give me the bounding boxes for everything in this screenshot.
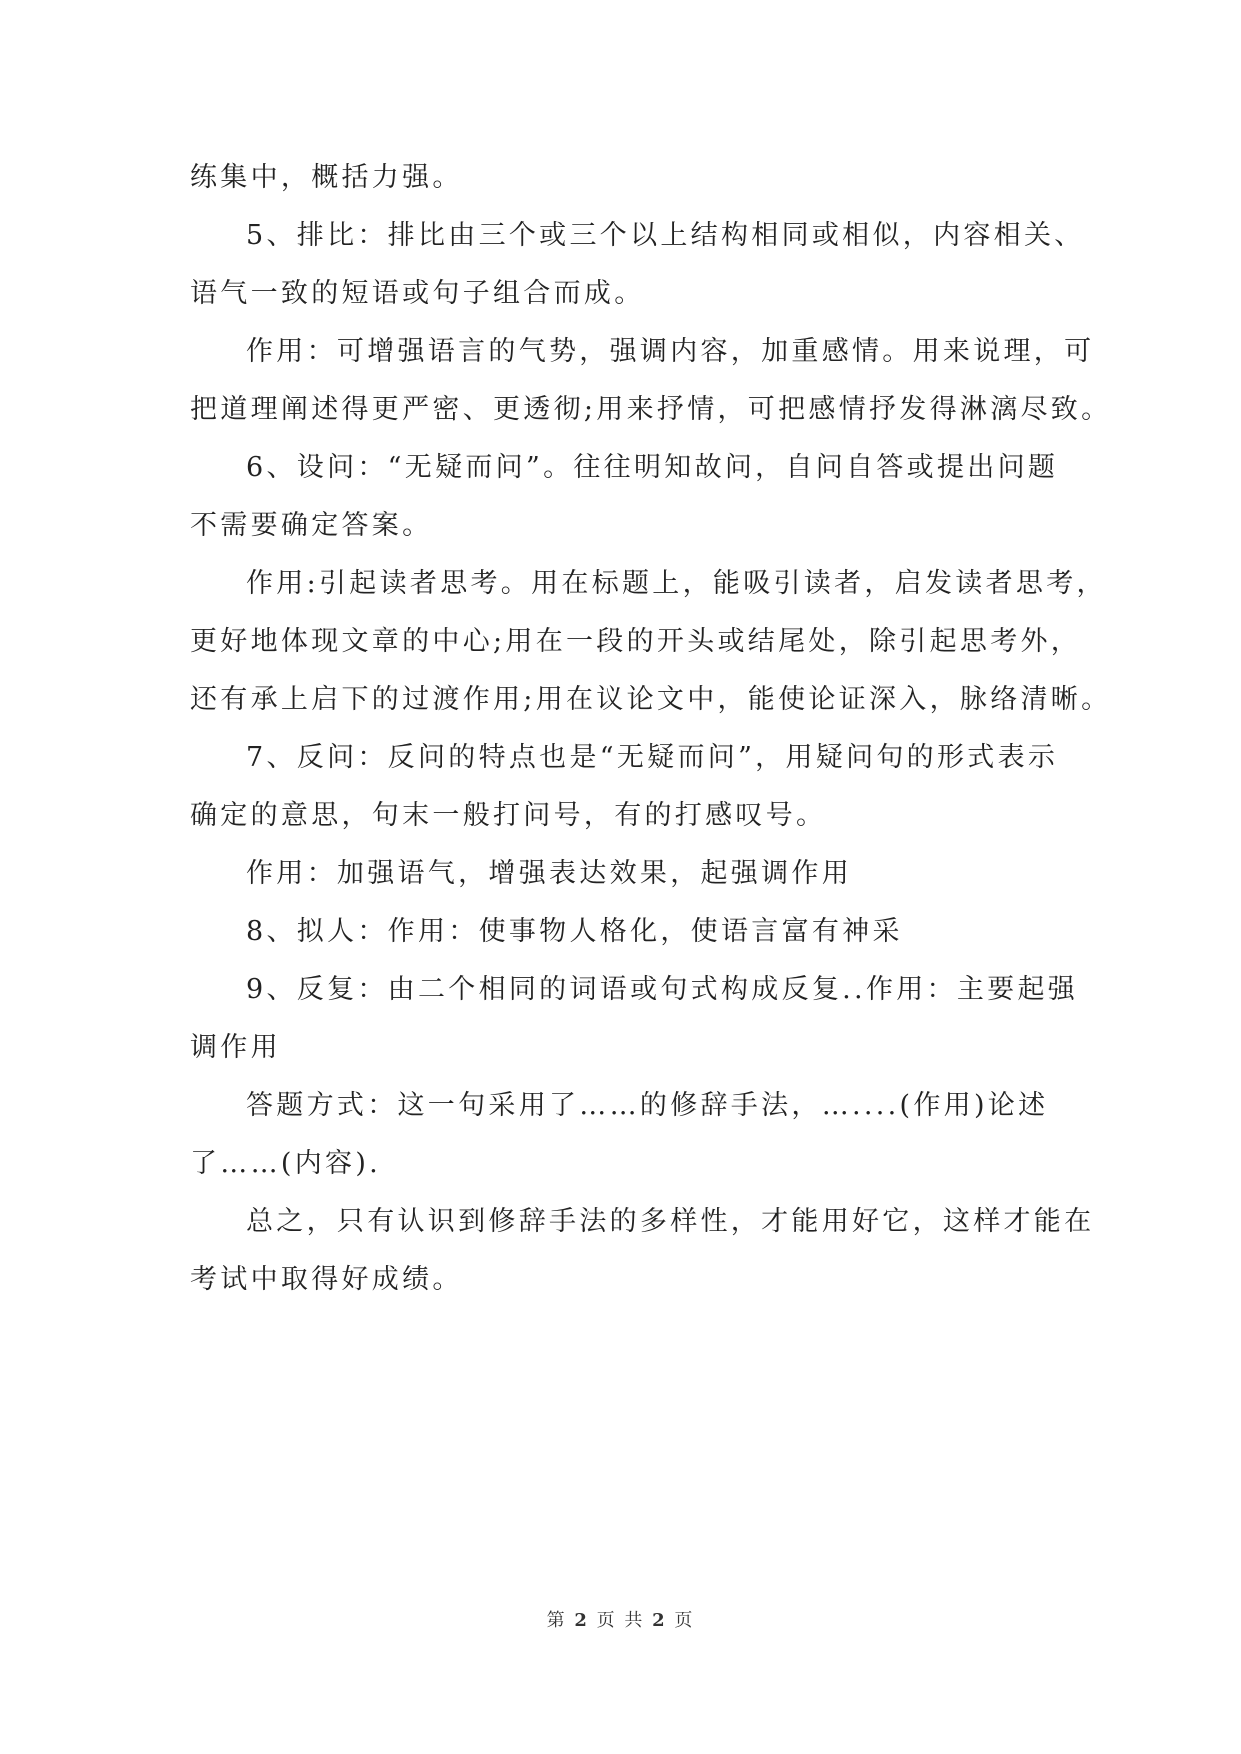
text-line: 调作用 <box>190 1032 281 1063</box>
text-line: 更好地体现文章的中心;用在一段的开头或结尾处，除引起思考外， <box>190 626 1082 657</box>
text-line: 确定的意思，句末一般打问号，有的打感叹号。 <box>190 800 827 831</box>
total-page-number: 2 <box>652 1610 667 1631</box>
text-line: 还有承上启下的过渡作用;用在议论文中，能使论证深入，脉络清晰。 <box>190 684 1112 715</box>
text-line: 6、设问：“无疑而问”。往往明知故问，自问自答或提出问题 <box>246 452 1059 483</box>
text-line: 7、反问：反问的特点也是“无疑而问”，用疑问句的形式表示 <box>246 742 1059 773</box>
text-line: 8、拟人：作用：使事物人格化，使语言富有神采 <box>246 916 903 947</box>
text-line: 考试中取得好成绩。 <box>190 1264 463 1295</box>
text-line: 作用:引起读者思考。用在标题上，能吸引读者，启发读者思考， <box>246 568 1107 599</box>
footer-prefix: 第 <box>546 1610 567 1631</box>
text-line: 把道理阐述得更严密、更透彻;用来抒情，可把感情抒发得淋漓尽致。 <box>190 394 1112 425</box>
page-footer <box>0 1606 1241 1632</box>
current-page-number: 2 <box>574 1610 589 1631</box>
text-line: 5、排比：排比由三个或三个以上结构相同或相似，内容相关、 <box>246 220 1085 251</box>
text-line: 了……(内容). <box>190 1148 382 1179</box>
footer-middle: 页 共 <box>596 1610 645 1631</box>
text-line: 语气一致的短语或句子组合而成。 <box>190 278 645 309</box>
text-line: 9、反复：由二个相同的词语或句式构成反复..作用：主要起强 <box>246 974 1079 1005</box>
text-line: 练集中，概括力强。 <box>190 162 463 193</box>
footer-suffix: 页 <box>674 1610 695 1631</box>
text-line: 总之，只有认识到修辞手法的多样性，才能用好它，这样才能在 <box>246 1206 1095 1237</box>
text-line: 不需要确定答案。 <box>190 510 433 541</box>
text-line: 答题方式：这一句采用了……的修辞手法，…....(作用)论述 <box>246 1090 1049 1121</box>
text-line: 作用：可增强语言的气势，强调内容，加重感情。用来说理，可 <box>246 336 1095 367</box>
text-line: 作用：加强语气，增强表达效果，起强调作用 <box>246 858 852 889</box>
